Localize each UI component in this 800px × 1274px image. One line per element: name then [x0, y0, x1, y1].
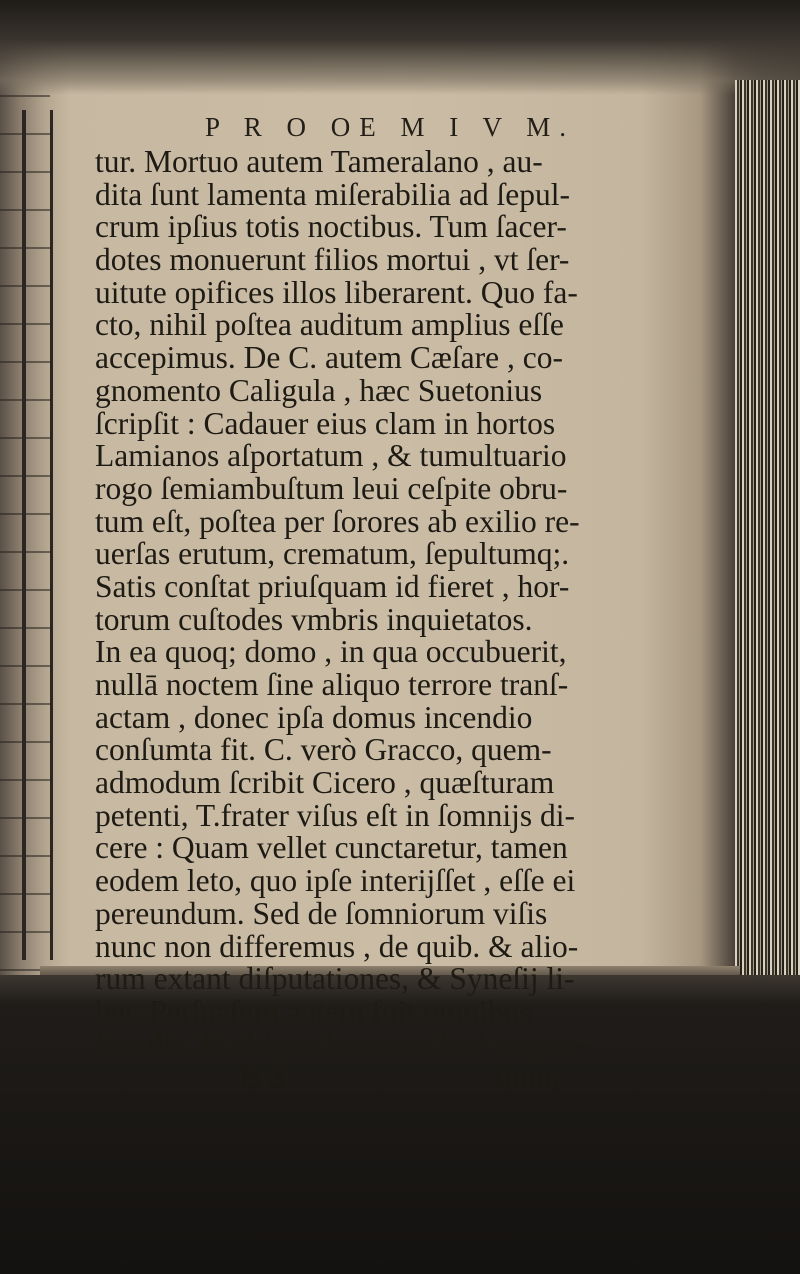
signature-mark: B 3 [240, 1059, 285, 1095]
text-line: In ea quoq; domo , in qua occubuerit, [95, 634, 567, 670]
text-line: nunc non differemus , de quib. & alio- [95, 928, 579, 964]
book-page [95, 108, 735, 1093]
text-line: pereundum. Sed de ſomniorum viſis [95, 895, 548, 931]
text-line: accepimus. De C. autem Cæſare , co- [95, 340, 563, 376]
gutter-fold-line [22, 110, 26, 960]
text-line: admodum ſcribit Cicero , quæſturam [95, 765, 555, 801]
text-line: Lamianos aſportatum , & tumultuario [95, 438, 567, 474]
text-line: tum eſt, poſtea per ſorores ab exilio re- [95, 503, 580, 539]
gutter-fold-line [50, 110, 53, 960]
text-line: ſæculis, & vbique locorum ferè ac gen- [95, 1026, 588, 1062]
running-head: P R O OE M I V M. [205, 112, 576, 142]
text-line: tur. Mortuo autem Tameralano , au- [95, 144, 543, 179]
text-line: torum cuſtodes vmbris inquietatos. [95, 601, 533, 637]
text-line: Satis conſtat priuſquam id fieret , hor- [95, 568, 570, 604]
text-line: eodem leto, quo ipſe interijſſet , eſſe ei [95, 863, 576, 899]
text-block [95, 146, 735, 1061]
text-line: ſcripſit : Cadauer eius clam in hortos [95, 405, 556, 441]
page-fore-edge [735, 80, 800, 980]
text-line: dotes monuerunt filios mortui , vt ſer- [95, 242, 570, 278]
text-line: nullā noctem ſine aliquo terrore tranſ- [95, 667, 569, 702]
text-line: cto, nihil poſtea auditum amplius eſſe [95, 307, 564, 343]
text-line: uitute opifices illos liberarent. Quo fa- [95, 274, 578, 310]
top-shadow [0, 0, 800, 95]
text-line: ber. Perſuaſum autem fuit omnibus [95, 993, 532, 1029]
page-footer [95, 1061, 735, 1093]
text-line: uerſas erutum, crematum, ſepultumq;. [95, 536, 570, 572]
text-line: rum extant diſputationes, & Syneſij li- [95, 961, 575, 997]
text-line: crum ipſius totis noctibus. Tum ſacer- [95, 209, 567, 245]
text-line: actam , donec ipſa domus incendio [95, 699, 533, 735]
text-line: conſumta fit. C. verò Gracco, quem- [95, 732, 552, 768]
text-line: dita ſunt lamenta miſerabilia ad ſepul- [95, 176, 570, 212]
text-line: petenti, T.frater viſus eſt in ſomnijs di- [95, 797, 575, 833]
catchword: tium, [495, 1059, 561, 1095]
text-line: cere : Quam vellet cunctaretur, tamen [95, 830, 568, 866]
text-line: rogo ſemiambuſtum leui ceſpite obru- [95, 470, 568, 506]
text-line: gnomento Caligula , hæc Suetonius [95, 372, 543, 408]
